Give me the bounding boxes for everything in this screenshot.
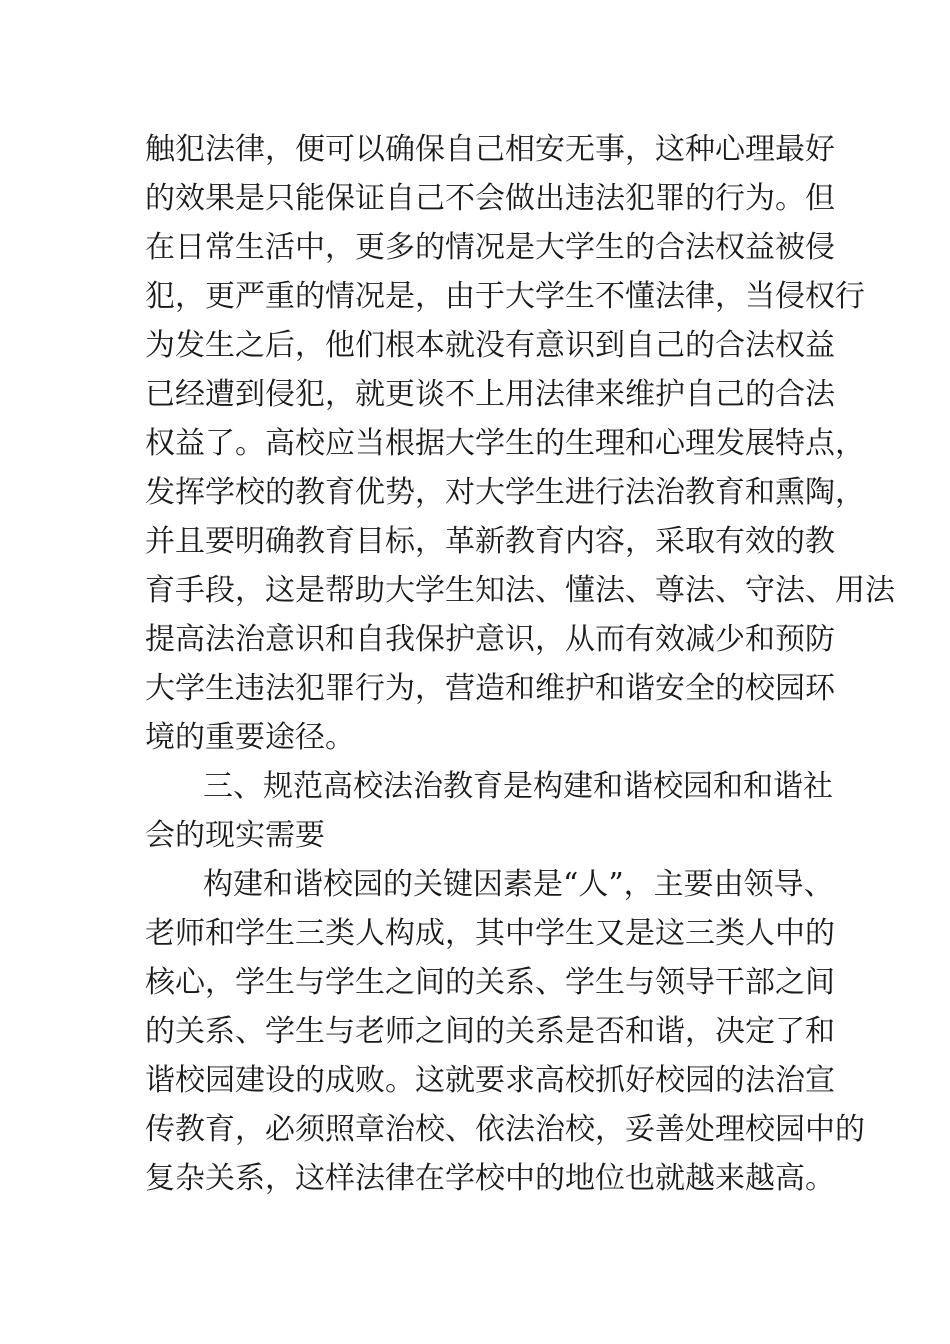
text-line: 育手段，这是帮助大学生知法、懂法、尊法、守法、用法 (145, 573, 895, 608)
text-line: 大学生违法犯罪行为，营造和维护和谐安全的校园环 (145, 671, 835, 706)
paragraph-continued (145, 125, 895, 762)
text-line: 的效果是只能保证自己不会做出违法犯罪的行为。但 (145, 181, 835, 216)
text-line: 并且要明确教育目标，革新教育内容，采取有效的教 (145, 524, 835, 559)
text-line: 为发生之后，他们根本就没有意识到自己的合法权益 (145, 328, 835, 363)
text-line: 的关系、学生与老师之间的关系是否和谐，决定了和 (145, 1014, 835, 1049)
text-line: 老师和学生三类人构成，其中学生又是这三类人中的 (145, 916, 835, 951)
heading-line: 三、规范高校法治教育是构建和谐校园和和谐社 (203, 769, 833, 804)
text-line: 犯，更严重的情况是，由于大学生不懂法律，当侵权行 (145, 279, 865, 314)
text-line: 在日常生活中，更多的情况是大学生的合法权益被侵 (145, 230, 835, 265)
document-body (145, 125, 895, 1203)
paragraph (145, 860, 865, 1203)
text-line: 触犯法律，便可以确保自己相安无事，这种心理最好 (145, 132, 835, 167)
text-line: 已经遭到侵犯，就更谈不上用法律来维护自己的合法 (145, 377, 835, 412)
text-line: 权益了。高校应当根据大学生的生理和心理发展特点， (145, 426, 865, 461)
text-line: 境的重要途径。 (145, 720, 355, 755)
text-line: 构建和谐校园的关键因素是“人”，主要由领导、 (203, 867, 834, 902)
section-heading (145, 762, 833, 860)
text-line: 谐校园建设的成败。这就要求高校抓好校园的法治宣 (145, 1063, 835, 1098)
text-line: 提高法治意识和自我保护意识，从而有效减少和预防 (145, 622, 835, 657)
text-line: 传教育，必须照章治校、依法治校，妥善处理校园中的 (145, 1112, 865, 1147)
text-line: 复杂关系，这样法律在学校中的地位也就越来越高。 (145, 1161, 835, 1196)
text-line: 核心，学生与学生之间的关系、学生与领导干部之间 (145, 965, 835, 1000)
text-line: 发挥学校的教育优势，对大学生进行法治教育和熏陶， (145, 475, 865, 510)
heading-line: 会的现实需要 (145, 818, 325, 853)
